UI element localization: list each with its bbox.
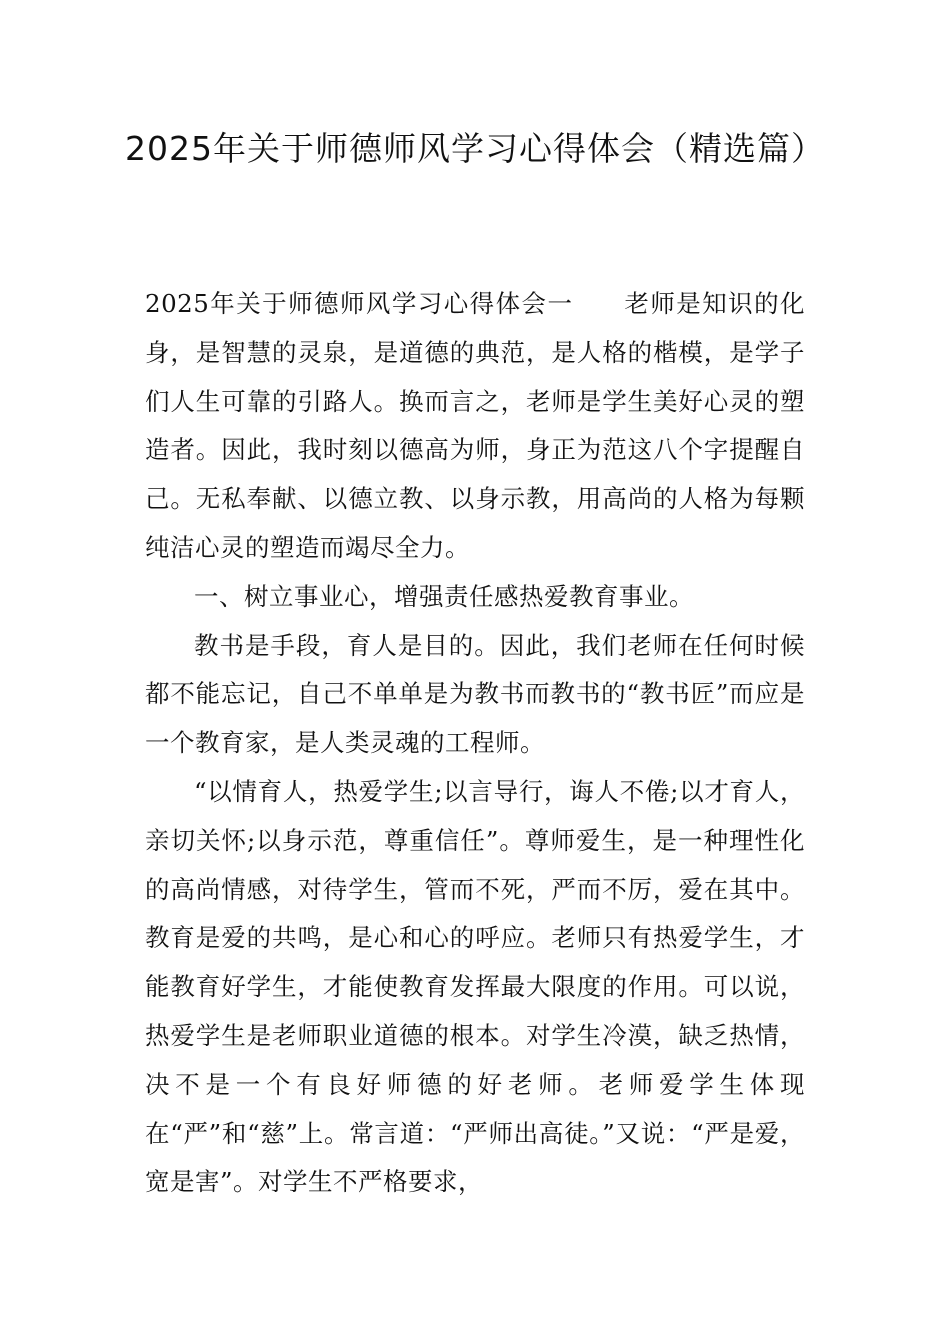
document-title: 2025年关于师德师风学习心得体会（精选篇） bbox=[125, 129, 825, 168]
paragraph-3: 教书是手段，育人是目的。因此，我们老师在任何时候都不能忘记，自己不单单是为教书而教书的“教书匠”而应是一个教育家，是人类灵魂的工程师。 bbox=[145, 630, 805, 758]
intro-heading: 2025年关于师德师风学习心得体会一 bbox=[145, 289, 574, 318]
paragraph-4: “以情育人，热爱学生;以言导行，诲人不倦;以才育人，亲切关怀;以身示范，尊重信任”。尊师爱生，是一种理性化的高尚情感，对待学生，管而不死，严而不厉，爱在其中。教育是爱的共鸣，是心和心的呼应。老师只有热爱学生，才能教育好学生，才能使教育发挥最大限度的作用。可以说，热爱学生是老师职业道德的根本。对学生冷漠，缺乏热情，决不是一个有良好师德的好老师。老师爱学生体现在“严”和“慈”上。常言道：“严师出高徒。”又说：“严是爱，宽是害”。对学生不严格要求， bbox=[145, 776, 805, 1197]
paragraph-2: 一、树立事业心，增强责任感热爱教育事业。 bbox=[194, 581, 694, 611]
document-body bbox=[145, 280, 805, 1207]
paragraph-intro bbox=[145, 280, 805, 573]
paragraph-1-text: 老师是知识的化身，是智慧的灵泉，是道德的典范，是人格的楷模，是学子们人生可靠的引路人。换而言之，老师是学生美好心灵的塑造者。因此，我时刻以德高为师，身正为范这八个字提醒自己。无私奉献、以德立教、以身示教，用高尚的人格为每颗纯洁心灵的塑造而竭尽全力。 bbox=[145, 289, 806, 562]
